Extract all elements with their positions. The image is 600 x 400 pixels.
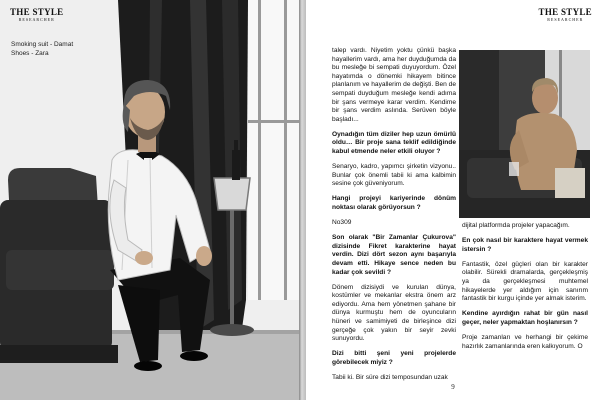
interview-question: Dizi bitti şeni yeni projelerde görebilecek miyiz ? <box>332 350 456 366</box>
interview-question: Kendine ayırdığın rahat bir gün nasıl geçer, neler yapmaktan hoşlanırsın ? <box>462 310 588 326</box>
article-paragraph: talep vardı. Niyetim yoktu çünkü başka hayallerim vardı, ama her duyduğumda da bu mesleğe bi sempati duyuyordum. Özel hayatımda o dönemki hikayem bitince planlanım ve hayallerim de değişti. Ben de sempati duyduğum mesleğe kendi adıma bir şans vermeye karar verdim. Kendime bir şans verdim aslında. Serüven böyle başladı... <box>332 47 456 123</box>
article-paragraph: Senaryo, kadro, yapımcı şirketin vizyonu.. Bunlar çok önemli tabii ki ama kalbimin sesine çok güveniyorum. <box>332 163 456 188</box>
article-paragraph: dijital platformda projeler yapacağım. <box>462 222 570 229</box>
article-column-right <box>462 222 588 358</box>
credit-line: Smoking suit - Damat <box>11 41 74 48</box>
masthead-subtitle: RESEARCHER <box>547 17 584 22</box>
interview-question: Hangi projeyi kariyerinde dönüm noktası olarak görüyorsun ? <box>332 195 456 211</box>
interview-question: En çok nasıl bir karaktere hayat vermek istersin ? <box>462 237 588 253</box>
masthead-left <box>10 8 63 22</box>
article-paragraph: No309 <box>332 219 352 227</box>
article-paragraph: Dönem dizisiydi ve kurulan dünya, kostümler ve mekanlar ekstra önem arz ediyordu. Ama hem yönetmen şahane bir dünya kurmuştu hem de oyuncuların hüneri ve samimiyeti de birleşince dizi gerçeğe çok yakın bir seyir zevki sunuyordu. <box>332 283 456 343</box>
article-paragraph: Proje zamanları ve herhangi bir çekime hazırlık zamanlarında eren kalkıyorum. O <box>462 333 588 350</box>
page-gutter <box>299 0 306 400</box>
page-number: 9 <box>451 383 455 391</box>
portrait-photo <box>0 0 299 400</box>
masthead-title: THE STYLE <box>538 7 592 17</box>
credit-line: Shoes - Zara <box>11 50 49 57</box>
article-column-left <box>332 47 456 389</box>
photo-credits <box>11 40 73 58</box>
masthead-subtitle: RESEARCHER <box>18 17 55 22</box>
left-page <box>0 0 299 400</box>
masthead-right <box>539 8 592 22</box>
inset-photo <box>459 50 590 218</box>
interview-question: Oynadığın tüm diziler hep uzun ömürlü oldu… Bir proje sana teklif edildiğinde kabul etmende neler etkili oluyor ? <box>332 130 456 156</box>
interview-question: Son olarak "Bir Zamanlar Çukurova" dizisinde Fikret karakterine hayat verdin. Dizi dört sezon aynı başarıyla devam etti. Hikaye sence neden bu kadar çok sevildi ? <box>332 234 456 276</box>
right-page <box>306 0 600 400</box>
article-paragraph: Tabii ki. Bir süre dizi temposundan uzak <box>332 374 448 381</box>
masthead-title: THE STYLE <box>10 7 64 17</box>
article-paragraph: Fantastik, özel güçleri olan bir karakter olabilir. Sürekli dramalarda, gerçekleşmiş ya da gerçekleşmesi muhtemel hikayelerde yer aldığım için sanırım fantastik bir kurgu içinde yer almak isterim. <box>462 260 588 303</box>
